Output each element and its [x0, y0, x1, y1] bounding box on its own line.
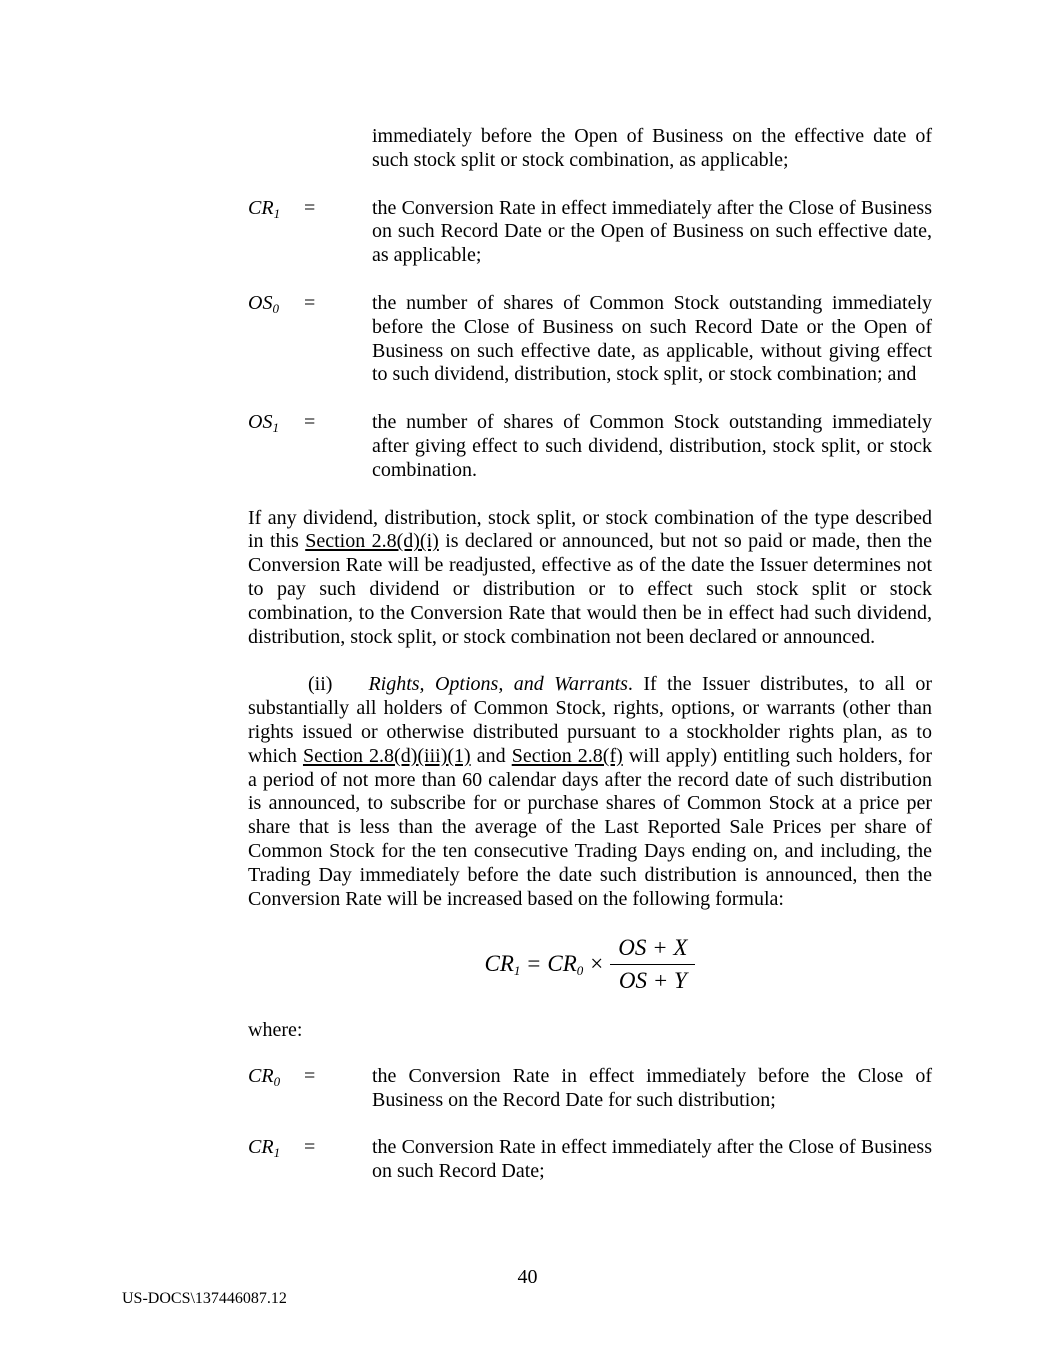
definition-text: the number of shares of Common Stock outstanding immediately after giving effect to such dividend, distribution, stock split, or stock combination. — [372, 411, 932, 481]
definition-text: the number of shares of Common Stock outstanding immediately before the Close of Business on such Record Date or the Open of Business on such effective date, as applicable, without giving effect to such dividend, distribution, stock split, or stock combination; and — [372, 291, 932, 386]
conversion-rate-formula — [248, 935, 932, 993]
document-body — [248, 125, 932, 1208]
page-number: 40 — [517, 1266, 538, 1288]
definition-row-os0 — [248, 292, 932, 387]
definition-row-cr1-bottom — [248, 1136, 932, 1184]
where-label: where: — [248, 1018, 303, 1041]
fraction-numerator: OS + X — [610, 935, 695, 964]
section-2-8-d-i-reference: Section 2.8(d)(i) — [305, 530, 439, 553]
formula-fraction — [610, 935, 695, 993]
equals-sign: = — [304, 291, 316, 314]
paragraph-text: If any dividend, distribution, stock split, or stock combination of the type described in this — [248, 506, 932, 553]
equals-sign: = — [304, 1064, 316, 1087]
formula-equals: = — [527, 951, 541, 977]
definition-text: the Conversion Rate in effect immediately after the Close of Business on such Record Date or the Open of Business on such effective date, as applicable; — [372, 196, 932, 267]
definition-text: the Conversion Rate in effect immediately before the Close of Business on the Record Date for such distribution; — [372, 1064, 932, 1111]
fraction-denominator: OS + Y — [618, 967, 687, 993]
section-2-8-d-iii-1-reference: Section 2.8(d)(iii)(1) — [302, 744, 471, 767]
definition-row-cr1 — [248, 197, 932, 268]
formula-lhs: $CR_1$ — [484, 951, 521, 979]
document-id-footer: US-DOCS\137446087.12 — [122, 1290, 287, 1307]
definition-term: $CR_1$ — [248, 196, 281, 221]
paragraph-text: is declared or announced, but not so paid or made, then the Conversion Rate will be readjusted, effective as of the date the Issuer determines not to pay such dividend or distribution or to effect such stock split or stock combination, to the Conversion Rate that would then be in effect had such dividend, distribution, stock split, or stock combination not been declared or announced. — [248, 530, 932, 648]
paragraph-rights-options-warrants — [248, 673, 932, 911]
definition-row-cr0-bottom — [248, 1065, 932, 1113]
equals-sign: = — [304, 411, 316, 434]
paragraph-text: . If the Issuer distributes, to all or substantially all holders of Common Stock, rights, options, or warrants (other than rights issued or otherwise distributed pursuant to a stockholder rights plan, as to which — [248, 673, 932, 767]
definition-term: $CR_1$ — [248, 1136, 281, 1161]
equals-sign: = — [304, 1136, 316, 1159]
paragraph-readjustment — [248, 507, 932, 650]
formula-rhs-base: $CR_0$ — [547, 951, 584, 979]
clause-marker: (ii) — [308, 673, 333, 696]
definition-text: the Conversion Rate in effect immediately after the Close of Business on such Record Date; — [372, 1136, 932, 1183]
continuation-definition-text: immediately before the Open of Business on the effective date of such stock split or stock combination, as applicable; — [372, 125, 932, 171]
definition-term: $CR_0$ — [248, 1064, 281, 1089]
definition-term: $OS_0$ — [248, 291, 279, 316]
clause-heading: Rights, Options, and Warrants — [368, 673, 628, 696]
formula-times-sign: × — [590, 951, 604, 977]
definition-term: $OS_1$ — [248, 411, 279, 436]
section-2-8-f-reference: Section 2.8(f) — [511, 744, 623, 767]
equals-sign: = — [304, 196, 316, 219]
paragraph-text: and — [470, 744, 512, 767]
paragraph-text: will apply) entitling such holders, for a period of not more than 60 calendar days after the record date of such distribution is announced, to subscribe for or purchase shares of Common Stock at a price per share that is less than the average of the Last Reported Sale Prices per share of Common Stock for the ten consecutive Trading Days ending on, and including, the Trading Day immediately before the date such distribution is announced, then the Conversion Rate will be increased based on the following formula: — [248, 744, 932, 910]
definition-row-os1 — [248, 411, 932, 482]
